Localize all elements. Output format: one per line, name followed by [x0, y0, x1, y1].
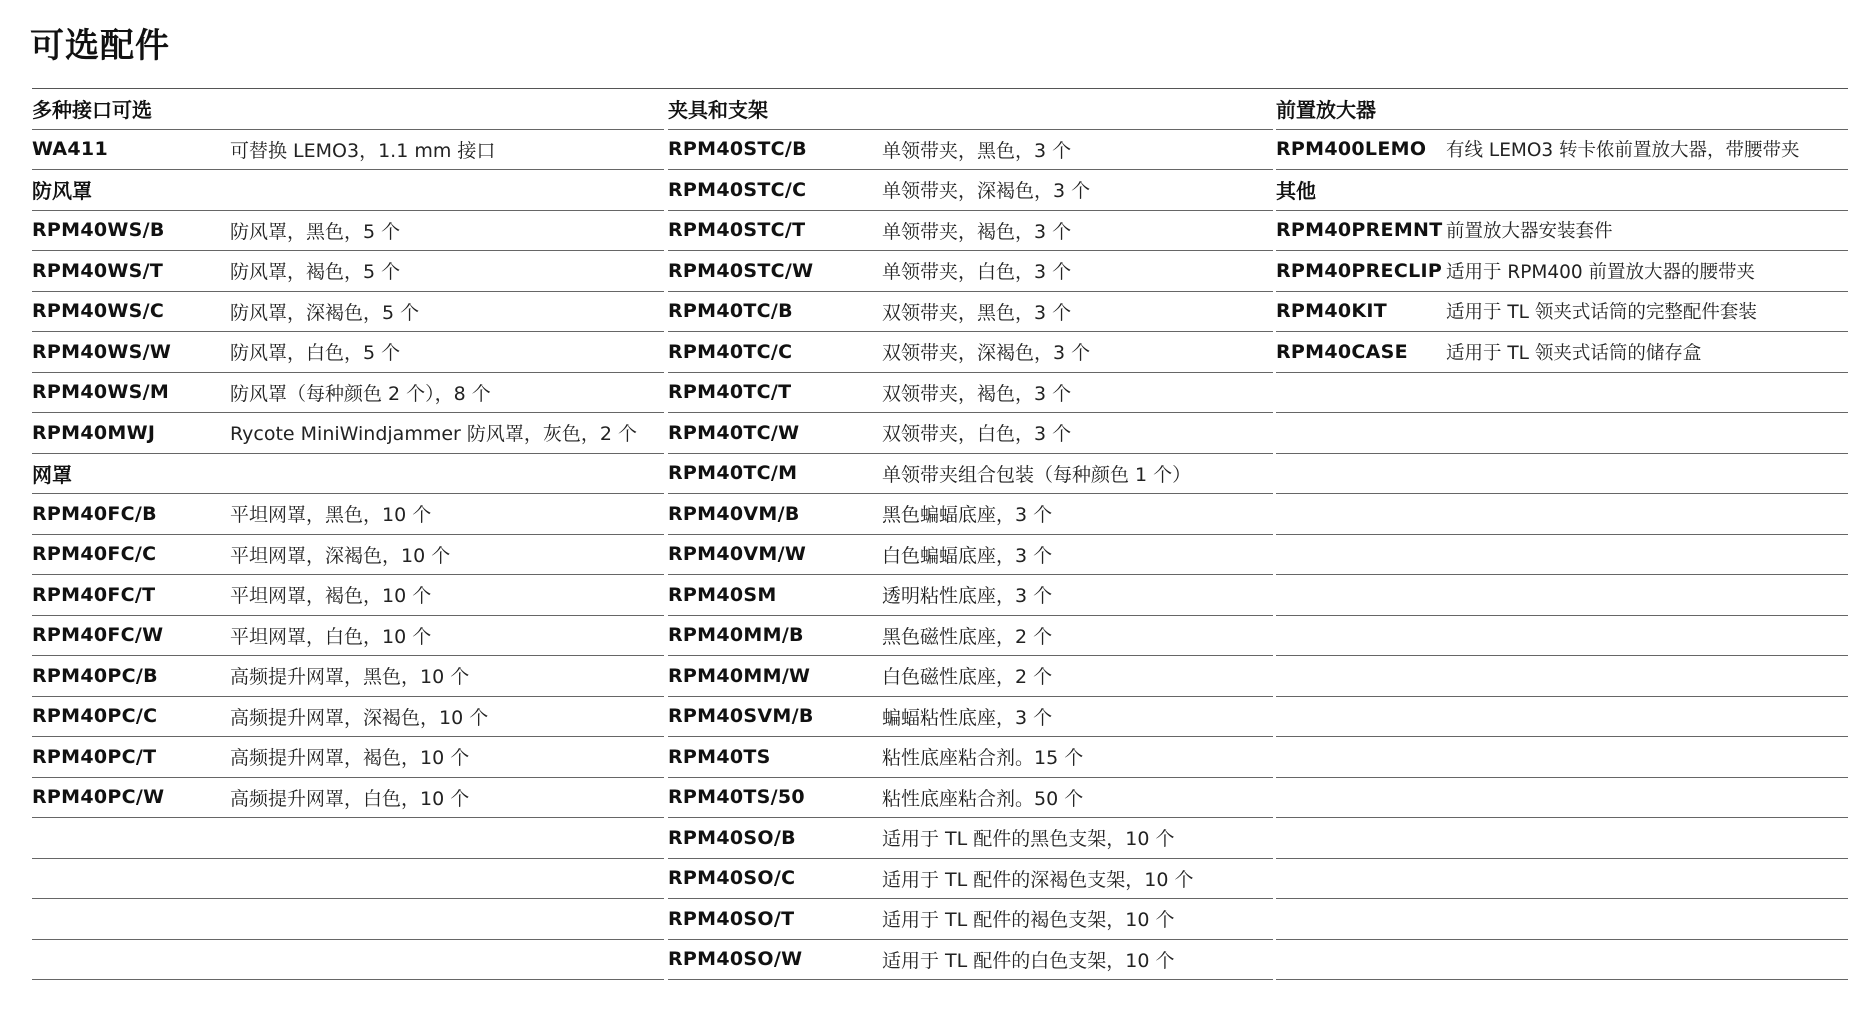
empty-row — [1276, 899, 1848, 940]
column-interfaces-windscreens-grilles — [32, 89, 664, 980]
part-description: 单领带夹，黑色，3 个 — [882, 139, 1072, 162]
part-number: RPM40STC/C — [668, 178, 807, 201]
part-number: RPM40SO/B — [668, 826, 796, 849]
part-number: RPM40FC/B — [32, 502, 157, 525]
accessory-row — [668, 454, 1273, 495]
part-description: 适用于 TL 配件的白色支架，10 个 — [882, 949, 1175, 972]
part-number: RPM40WS/M — [32, 381, 170, 404]
part-description: 粘性底座粘合剂。50 个 — [882, 787, 1084, 810]
accessory-row — [1276, 292, 1848, 333]
part-number: RPM40PC/W — [32, 786, 165, 809]
part-number: RPM40TC/W — [668, 421, 800, 444]
part-description: Rycote MiniWindjammer 防风罩，灰色，2 个 — [230, 423, 638, 446]
empty-row — [1276, 859, 1848, 900]
part-number: RPM40STC/B — [668, 138, 807, 161]
section-heading: 其他 — [1276, 179, 1316, 204]
part-number: RPM40TC/T — [668, 381, 792, 404]
accessory-row — [668, 494, 1273, 535]
part-number: RPM40MM/B — [668, 624, 804, 647]
empty-row — [1276, 373, 1848, 414]
part-number: RPM40TC/C — [668, 340, 793, 363]
part-description: 高频提升网罩，褐色，10 个 — [230, 747, 470, 770]
accessory-row — [32, 373, 664, 414]
part-description: 可替换 LEMO3，1.1 mm 接口 — [230, 139, 496, 162]
part-description: 适用于 TL 领夹式话筒的储存盒 — [1446, 342, 1702, 364]
accessory-row — [32, 130, 664, 171]
part-description: 适用于 TL 配件的褐色支架，10 个 — [882, 909, 1175, 932]
accessory-row — [668, 413, 1273, 454]
accessory-row — [668, 251, 1273, 292]
accessory-row — [1276, 130, 1848, 171]
part-number: RPM40PC/T — [32, 745, 157, 768]
accessory-row — [1276, 251, 1848, 292]
accessory-row — [668, 859, 1273, 900]
part-description: 防风罩，褐色，5 个 — [230, 261, 401, 284]
empty-row — [1276, 616, 1848, 657]
part-description: 双领带夹，深褐色，3 个 — [882, 342, 1091, 365]
part-description: 平坦网罩，深褐色，10 个 — [230, 544, 451, 567]
empty-row — [1276, 940, 1848, 981]
empty-row — [1276, 778, 1848, 819]
empty-row — [1276, 737, 1848, 778]
accessory-row — [668, 697, 1273, 738]
empty-row — [1276, 697, 1848, 738]
part-description: 双领带夹，黑色，3 个 — [882, 301, 1072, 324]
part-number: RPM40PRECLIP — [1276, 259, 1443, 282]
empty-row — [32, 859, 664, 900]
section-heading-row — [668, 89, 1273, 130]
part-number: RPM40SM — [668, 583, 777, 606]
part-description: 防风罩（每种颜色 2 个），8 个 — [230, 382, 491, 405]
part-number: RPM40TC/M — [668, 462, 798, 485]
accessory-row — [668, 535, 1273, 576]
empty-row — [1276, 818, 1848, 859]
section-heading: 前置放大器 — [1276, 98, 1376, 123]
part-description: 单领带夹，白色，3 个 — [882, 261, 1072, 284]
accessory-row — [32, 413, 664, 454]
accessory-row — [668, 170, 1273, 211]
part-number: RPM40SO/T — [668, 907, 795, 930]
accessory-row — [668, 292, 1273, 333]
part-description: 高频提升网罩，深褐色，10 个 — [230, 706, 489, 729]
part-description: 黑色磁性底座，2 个 — [882, 625, 1053, 648]
part-description: 透明粘性底座，3 个 — [882, 585, 1053, 608]
accessory-row — [32, 494, 664, 535]
accessory-row — [668, 616, 1273, 657]
empty-row — [1276, 535, 1848, 576]
accessory-row — [32, 778, 664, 819]
section-heading-row — [32, 89, 664, 130]
part-description: 平坦网罩，褐色，10 个 — [230, 585, 432, 608]
accessory-row — [1276, 332, 1848, 373]
part-number: RPM40WS/C — [32, 300, 165, 323]
accessory-row — [668, 373, 1273, 414]
part-description: 有线 LEMO3 转卡侬前置放大器，带腰带夹 — [1446, 140, 1800, 162]
part-number: RPM40SO/W — [668, 948, 803, 971]
accessory-row — [668, 211, 1273, 252]
empty-row — [32, 818, 664, 859]
part-description: 白色磁性底座，2 个 — [882, 666, 1053, 689]
page-title: 可选配件 — [30, 26, 170, 66]
section-heading: 防风罩 — [32, 179, 92, 204]
part-number: RPM40FC/C — [32, 543, 157, 566]
section-heading: 夹具和支架 — [668, 98, 768, 123]
empty-row — [1276, 575, 1848, 616]
part-description: 单领带夹组合包装（每种颜色 1 个） — [882, 463, 1192, 486]
part-description: 单领带夹，褐色，3 个 — [882, 220, 1072, 243]
empty-row — [1276, 454, 1848, 495]
accessory-row — [1276, 211, 1848, 252]
part-number: WA411 — [32, 138, 108, 161]
empty-row — [1276, 656, 1848, 697]
part-number: RPM40MWJ — [32, 421, 156, 444]
part-description: 高频提升网罩，白色，10 个 — [230, 787, 470, 810]
accessory-row — [668, 130, 1273, 171]
section-heading: 网罩 — [32, 462, 72, 487]
section-heading-row — [32, 454, 664, 495]
section-heading-row — [1276, 170, 1848, 211]
part-number: RPM40WS/W — [32, 340, 172, 363]
part-description: 适用于 TL 配件的黑色支架，10 个 — [882, 828, 1175, 851]
accessory-row — [668, 656, 1273, 697]
accessory-row — [668, 899, 1273, 940]
part-description: 粘性底座粘合剂。15 个 — [882, 747, 1084, 770]
part-number: RPM40VM/B — [668, 502, 800, 525]
accessory-row — [32, 656, 664, 697]
empty-row — [1276, 413, 1848, 454]
part-number: RPM40FC/T — [32, 583, 156, 606]
part-number: RPM40STC/W — [668, 259, 814, 282]
part-number: RPM40SO/C — [668, 867, 796, 890]
part-number: RPM40STC/T — [668, 219, 806, 242]
accessory-row — [32, 697, 664, 738]
accessory-row — [32, 535, 664, 576]
part-description: 白色蝙蝠底座，3 个 — [882, 544, 1053, 567]
part-number: RPM40PREMNT — [1276, 219, 1443, 242]
accessory-row — [668, 818, 1273, 859]
part-description: 防风罩，黑色，5 个 — [230, 220, 401, 243]
part-number: RPM40VM/W — [668, 543, 807, 566]
accessory-row — [32, 616, 664, 657]
empty-row — [32, 940, 664, 981]
part-description: 平坦网罩，黑色，10 个 — [230, 504, 432, 527]
column-preamp-other — [1276, 89, 1848, 980]
accessory-row — [32, 737, 664, 778]
accessory-row — [32, 575, 664, 616]
accessory-row — [32, 292, 664, 333]
part-number: RPM400LEMO — [1276, 138, 1427, 161]
part-description: 蝙蝠粘性底座，3 个 — [882, 706, 1053, 729]
part-number: RPM40WS/B — [32, 219, 165, 242]
part-description: 单领带夹，深褐色，3 个 — [882, 180, 1091, 203]
part-description: 双领带夹，白色，3 个 — [882, 423, 1072, 446]
part-description: 防风罩，深褐色，5 个 — [230, 301, 420, 324]
part-description: 双领带夹，褐色，3 个 — [882, 382, 1072, 405]
part-description: 前置放大器安装套件 — [1446, 221, 1613, 243]
part-description: 适用于 TL 领夹式话筒的完整配件套装 — [1446, 302, 1757, 324]
part-number: RPM40TC/B — [668, 300, 793, 323]
accessory-row — [668, 940, 1273, 981]
accessory-row — [32, 211, 664, 252]
empty-row — [32, 899, 664, 940]
section-heading-row — [1276, 89, 1848, 130]
part-number: RPM40TS/50 — [668, 786, 805, 809]
accessory-row — [32, 332, 664, 373]
accessory-row — [668, 575, 1273, 616]
part-number: RPM40MM/W — [668, 664, 811, 687]
accessory-row — [32, 251, 664, 292]
part-description: 黑色蝙蝠底座，3 个 — [882, 504, 1053, 527]
part-number: RPM40CASE — [1276, 340, 1408, 363]
part-number: RPM40FC/W — [32, 624, 164, 647]
part-number: RPM40TS — [668, 745, 771, 768]
part-number: RPM40WS/T — [32, 259, 164, 282]
accessory-row — [668, 778, 1273, 819]
part-description: 高频提升网罩，黑色，10 个 — [230, 666, 470, 689]
part-number: RPM40PC/C — [32, 705, 158, 728]
empty-row — [1276, 494, 1848, 535]
section-heading-row — [32, 170, 664, 211]
column-clips-mounts — [668, 89, 1273, 980]
part-description: 适用于 TL 配件的深褐色支架，10 个 — [882, 868, 1194, 891]
part-number: RPM40PC/B — [32, 664, 158, 687]
part-description: 适用于 RPM400 前置放大器的腰带夹 — [1446, 261, 1756, 283]
accessory-row — [668, 332, 1273, 373]
part-number: RPM40KIT — [1276, 300, 1388, 323]
part-number: RPM40SVM/B — [668, 705, 814, 728]
part-description: 防风罩，白色，5 个 — [230, 342, 401, 365]
accessory-row — [668, 737, 1273, 778]
section-heading: 多种接口可选 — [32, 98, 152, 123]
part-description: 平坦网罩，白色，10 个 — [230, 625, 432, 648]
